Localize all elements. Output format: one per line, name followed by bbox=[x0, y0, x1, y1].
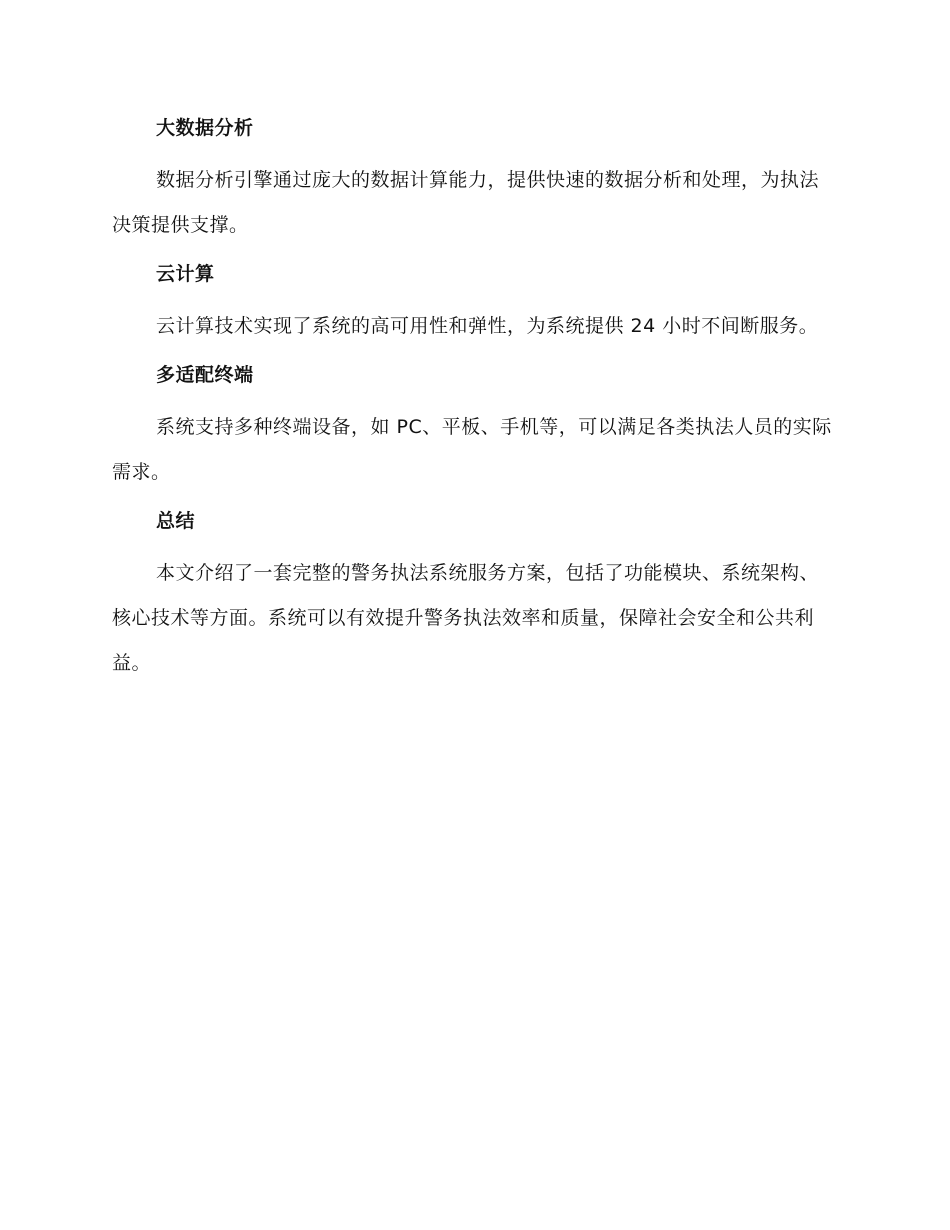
section-paragraph: 云计算技术实现了系统的高可用性和弹性，为系统提供 24 小时不间断服务。 bbox=[156, 315, 819, 337]
section-summary bbox=[112, 507, 832, 686]
section-heading: 多适配终端 bbox=[156, 364, 254, 386]
section-multi-terminal bbox=[112, 361, 832, 495]
section-cloud-computing bbox=[112, 260, 832, 349]
section-paragraph: 数据分析引擎通过庞大的数据计算能力，提供快速的数据分析和处理，为执法决策提供支撑。 bbox=[112, 169, 820, 236]
section-heading: 云计算 bbox=[156, 263, 215, 285]
section-paragraph: 系统支持多种终端设备，如 PC、平板、手机等，可以满足各类执法人员的实际需求。 bbox=[112, 416, 832, 483]
section-heading: 总结 bbox=[156, 510, 196, 532]
section-heading: 大数据分析 bbox=[156, 117, 254, 139]
section-big-data bbox=[112, 114, 832, 248]
document-page bbox=[112, 114, 832, 698]
section-paragraph: 本文介绍了一套完整的警务执法系统服务方案，包括了功能模块、系统架构、核心技术等方面。系统可以有效提升警务执法效率和质量，保障社会安全和公共利益。 bbox=[112, 562, 820, 674]
